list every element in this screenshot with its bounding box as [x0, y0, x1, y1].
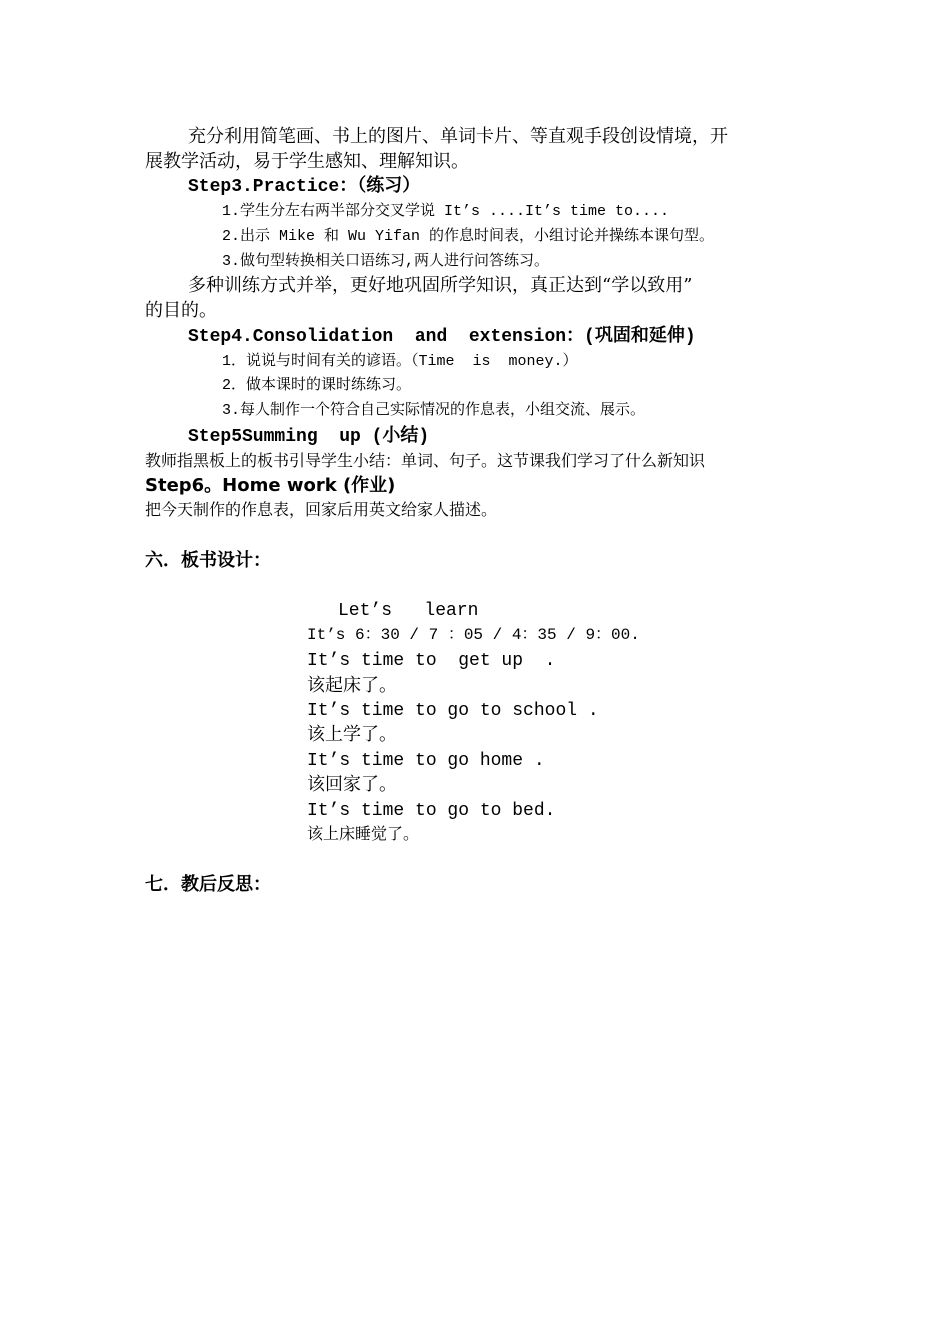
- step4-item-2: 2．做本课时的课时练练习。: [222, 377, 412, 394]
- board-title: Let’s learn: [338, 601, 479, 621]
- board-sentence-3: It’s time to go home .: [307, 751, 545, 771]
- step4-heading: Step4.Consolidation and extension：(巩固和延伸): [188, 327, 696, 347]
- board-translation-3: 该回家了。: [307, 774, 397, 795]
- step5-text: 教师指黑板上的板书引导学生小结：单词、句子。这节课我们学习了什么新知识: [145, 451, 706, 470]
- intro-paragraph-line-1: 充分利用简笔画、书上的图片、单词卡片、等直观手段创设情境，开: [188, 126, 728, 147]
- step3-summary-line-2: 的目的。: [145, 300, 217, 321]
- step3-item-1: 1.学生分左右两半部分交叉学说 It’s ....It’s time to....: [222, 203, 670, 220]
- board-sentence-4: It’s time to go to bed.: [307, 801, 556, 821]
- board-sentence-2: It’s time to go to school .: [307, 701, 599, 721]
- board-translation-2: 该上学了。: [307, 724, 397, 745]
- section-6-heading: 六．板书设计：: [145, 550, 271, 571]
- board-sentence-1: It’s time to get up .: [307, 651, 556, 671]
- step3-item-2: 2.出示 Mike 和 Wu Yifan 的作息时间表，小组讨论并操练本课句型。: [222, 228, 715, 245]
- step6-text: 把今天制作的作息表，回家后用英文给家人描述。: [145, 500, 498, 519]
- step5-heading: Step5Summing up (小结): [188, 427, 430, 447]
- step6-heading: Step6。Home work (作业): [145, 475, 396, 496]
- board-translation-1: 该起床了。: [307, 675, 397, 696]
- section-7-heading: 七．教后反思：: [145, 874, 271, 895]
- intro-paragraph-line-2: 展教学活动，易于学生感知、理解知识。: [145, 151, 469, 172]
- step4-item-1: 1．说说与时间有关的谚语。（Time is money.）: [222, 353, 578, 370]
- board-times: It’s 6：30 / 7 ：05 / 4：35 / 9：00.: [307, 626, 640, 644]
- step3-item-3: 3.做句型转换相关口语练习,两人进行问答练习。: [222, 253, 550, 270]
- step4-item-3: 3.每人制作一个符合自己实际情况的作息表，小组交流、展示。: [222, 402, 646, 419]
- step3-summary-line-1: 多种训练方式并举，更好地巩固所学知识，真正达到“学以致用”: [188, 275, 693, 296]
- board-translation-4: 该上床睡觉了。: [307, 824, 420, 843]
- step3-heading: Step3.Practice：（练习）: [188, 177, 421, 197]
